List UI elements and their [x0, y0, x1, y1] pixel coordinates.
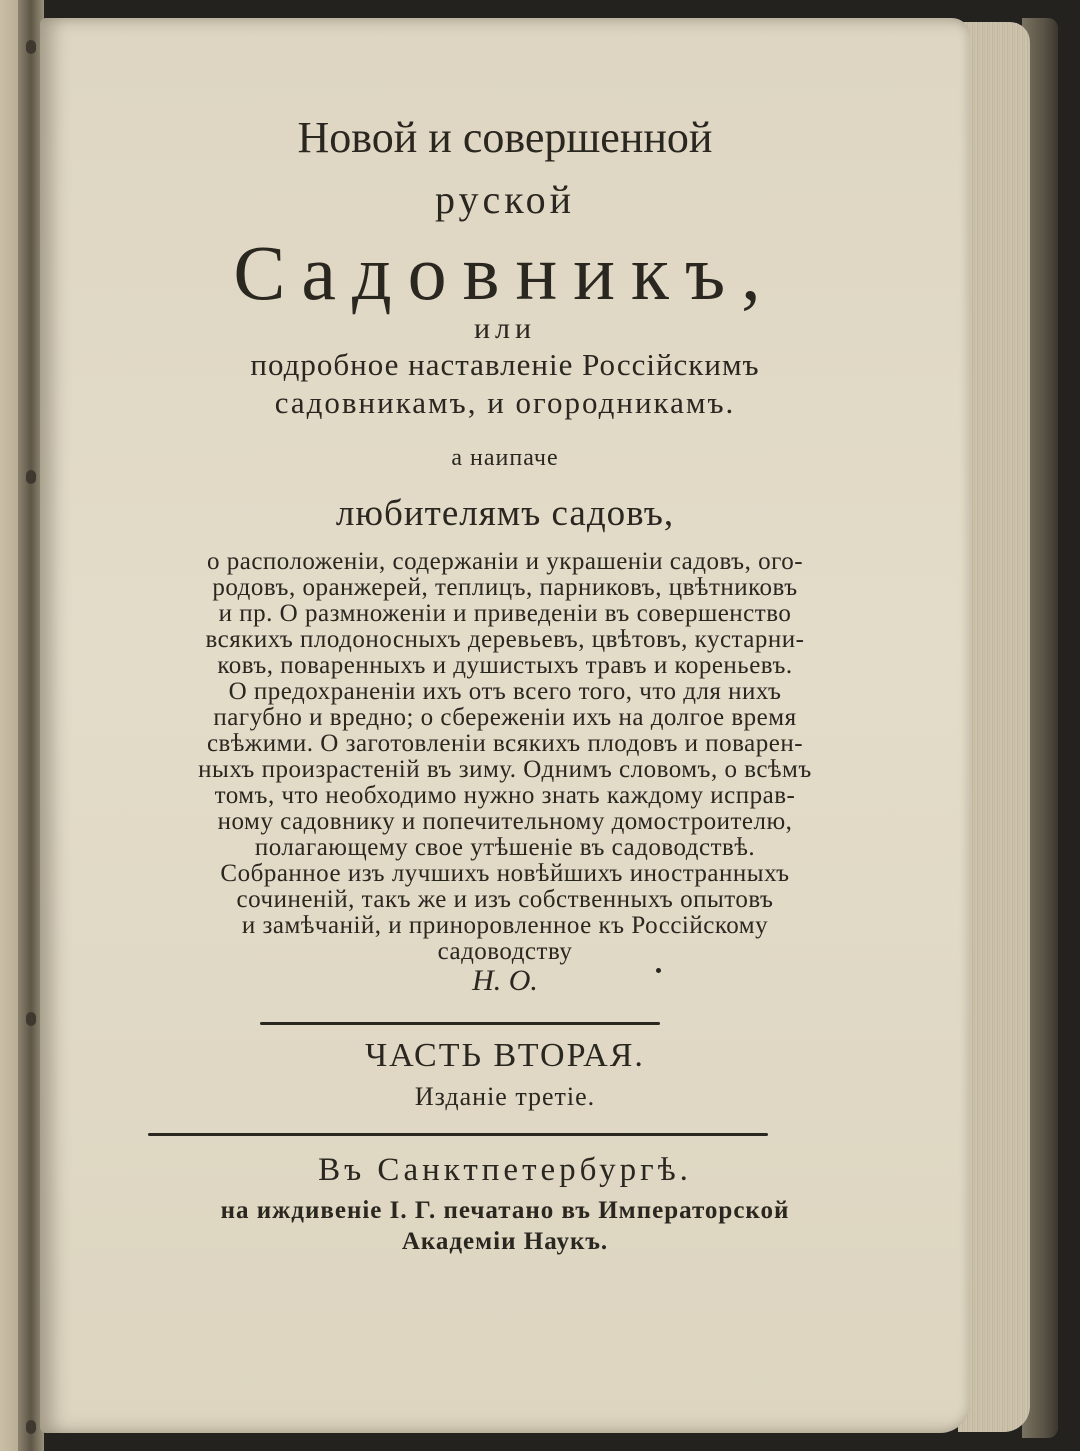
body-line: Собранное изъ лучшихъ новѣйшихъ иностранныхъ [220, 860, 790, 887]
title-line-2: руской [434, 177, 576, 222]
binding-stitch [26, 1420, 36, 1434]
body-line: свѣжими. О заготовленіи всякихъ плодовъ и поварен- [206, 730, 804, 757]
subtitle-line-1: подробное наставленіе Россійскимъ [250, 347, 760, 382]
body-line: и замѣчаній, и приноровленное къ Россійскому [241, 912, 769, 939]
binding-stitch [26, 470, 36, 484]
lovers-line: любителямъ садовъ, [335, 493, 675, 534]
or-line: или [473, 312, 537, 345]
especially-line: а наипаче [451, 445, 559, 471]
part-heading: ЧАСТЬ ВТОРАЯ. [365, 1037, 645, 1074]
title-line-1: Новой и совершенной [297, 113, 713, 162]
body-line: полагающему свое утѣшеніе въ садоводствѣ. [254, 834, 756, 861]
binding-stitch [26, 1012, 36, 1026]
imprint-city: Въ Санктпетербургѣ. [318, 1152, 692, 1188]
imprint-line-2: Академіи Наукъ. [401, 1228, 609, 1255]
body-line: О предохраненіи ихъ отъ всего того, что для нихъ [228, 678, 782, 705]
body-line: садоводству [437, 938, 573, 965]
divider-rule-top [260, 1022, 660, 1025]
imprint-line-1: на иждивеніе І. Г. печатано въ Императорской [220, 1197, 790, 1224]
body-line: и пр. О размноженіи и приведеніи въ совершенство [218, 600, 792, 627]
author-initials: Н. О. [472, 964, 538, 997]
body-line: томъ, что необходимо нужно знать каждому исправ- [214, 782, 796, 809]
body-line: ному садовнику и попечительному домостроителю, [217, 808, 793, 835]
body-line: сочиненій, такъ же и изъ собственныхъ опытовъ [236, 886, 774, 913]
divider-rule-bottom [148, 1133, 768, 1136]
body-line: всякихъ плодоносныхъ деревьевъ, цвѣтовъ, кустарни- [205, 626, 805, 653]
body-line: пагубно и вредно; о сбереженіи ихъ на долгое время [213, 704, 797, 731]
edition-line: Изданіе третіе. [414, 1082, 596, 1111]
body-line: о расположеніи, содержаніи и украшеніи садовъ, ого- [206, 548, 804, 575]
body-line: ныхъ произрастеній въ зиму. Однимъ словомъ, о всѣмъ [198, 756, 812, 783]
binding-stitch [26, 40, 36, 54]
stray-dot [656, 968, 661, 973]
body-line: родовъ, оранжерей, теплицъ, парниковъ, цвѣтниковъ [212, 574, 798, 601]
main-title: Садовникъ, [233, 229, 777, 316]
body-line: ковъ, поваренныхъ и душистыхъ травъ и кореньевъ. [217, 652, 793, 679]
subtitle-line-2: садовникамъ, и огородникамъ. [274, 385, 736, 420]
